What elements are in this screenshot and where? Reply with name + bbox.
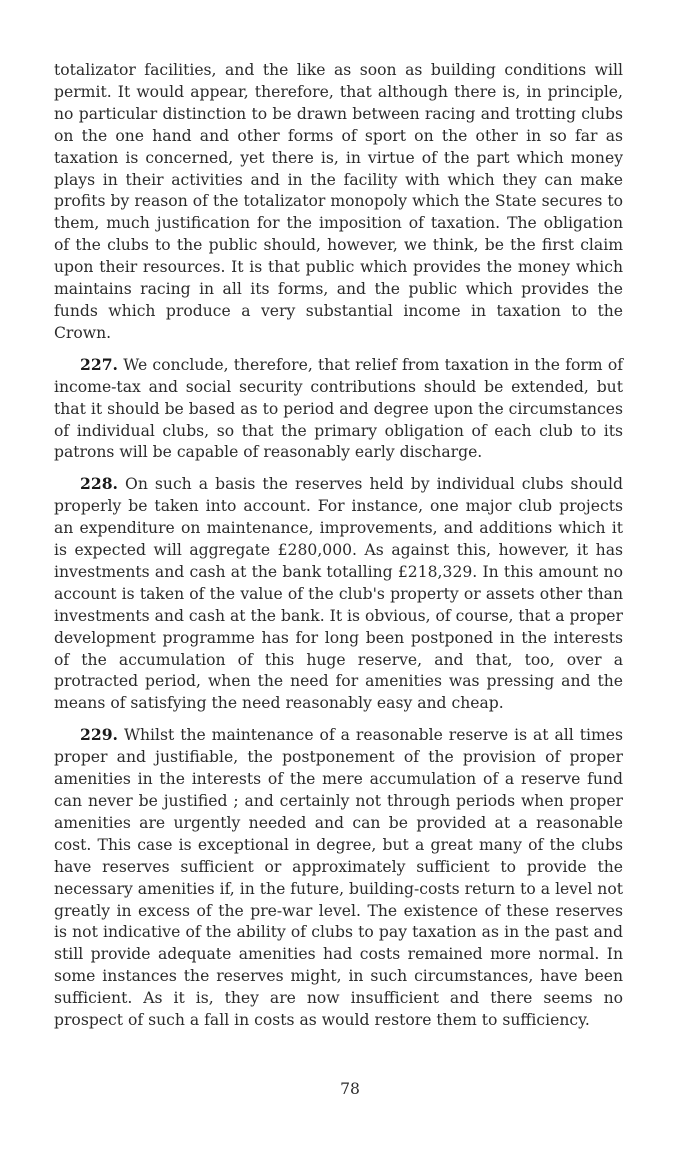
page-number: 78 — [340, 1080, 360, 1098]
paragraph-number: 227. — [80, 354, 118, 374]
paragraph-228 — [54, 473, 623, 715]
paragraph-text: Whilst the maintenance of a reasonable reserve is at all times proper and justifiable, the postponement of the provision of proper amenities in the interests of the mere accumulation of a reserve fund can never be justified ; and certainly not through periods when proper amenities are urgently needed and can be provided at a reasonable cost. This case is exceptional in degree, but a great many of the clubs have reserves sufficient or approximately sufficient to provide the necessary amenities if, in the future, building-costs return to a level not greatly in excess of the pre-war level. The existence of these reserves is not indicative of the ability of clubs to pay taxation as in the past and still provide adequate amenities had costs remained more normal. In some instances the reserves might, in such circumstances, have been sufficient. As it is, they are now insufficient and there seems no prospect of such a fall in costs as would restore them to sufficiency. — [54, 726, 623, 1030]
paragraph-text: On such a basis the reserves held by individual clubs should properly be taken into account. For instance, one major club projects an expenditure on maintenance, improvements, and additions which it is expected will aggregate £280,000. As against this, however, it has investments and cash at the bank totalling £218,329. In this amount no account is taken of the value of the club's property or assets other than investments and cash at the bank. It is obvious, of course, that a proper development programme has for long been postponed in the interests of the accumulation of this huge reserve, and that, too, over a protracted period, when the need for amenities was pressing and the means of satisfying the need reasonably easy and cheap. — [54, 475, 623, 713]
paragraph-number: 229. — [80, 725, 118, 745]
paragraph-229 — [54, 724, 623, 1032]
paragraph-continued — [54, 60, 623, 345]
paragraph-227 — [54, 354, 623, 465]
paragraph-text: We conclude, therefore, that relief from taxation in the form of income-tax and social security contributions should be extended, but that it should be based as to period and degree upon the circumstances of individual clubs, so that the primary obligation of each club to its patrons will be capable of reasonably early discharge. — [54, 355, 623, 462]
paragraph-text: totalizator facilities, and the like as soon as building conditions will permit. It would appear, therefore, that although there is, in principle, no particular distinction to be drawn between racing and trotting clubs on the one hand and other forms of sport on the other in so far as taxation is concerned, yet there is, in virtue of the part which money plays in their activities and in the facility with which they can make profits by reason of the totalizator monopoly which the State secures to them, much justification for the imposition of taxation. The obligation of the clubs to the public should, however, we think, be the first claim upon their resources. It is that public which provides the money which maintains racing in all its forms, and the public which provides the funds which produce a very substantial income in taxation to the Crown. — [54, 61, 623, 342]
document-body — [54, 60, 623, 1041]
paragraph-number: 228. — [80, 474, 118, 494]
